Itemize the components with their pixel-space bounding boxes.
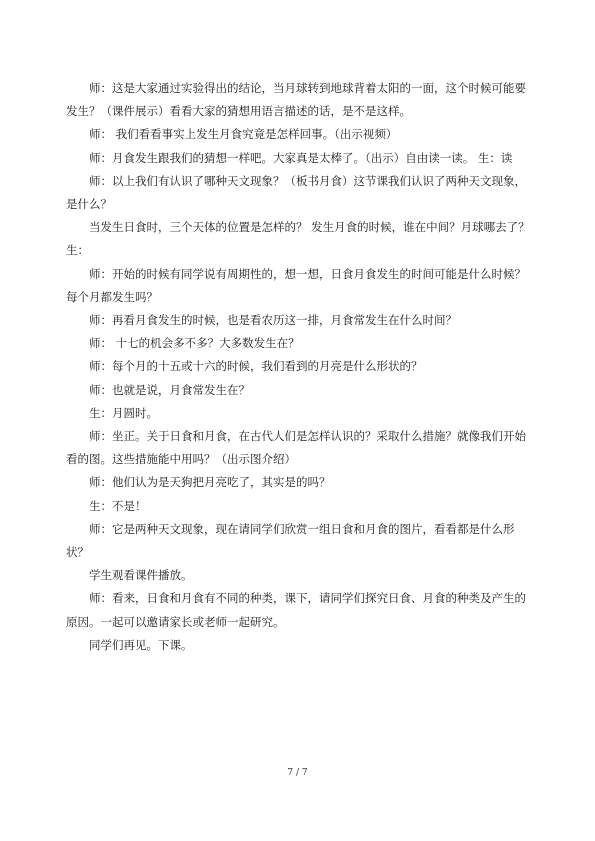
paragraph: 同学们再见。下课。	[89, 637, 193, 652]
paragraph: 师：再看月食发生的时候，也是看农历这一排，月食常发生在什么时间？	[89, 313, 457, 328]
paragraph: 师： 我们看看事实上发生月食究竟是怎样回事。（出示视频）	[89, 127, 398, 142]
document-body	[66, 77, 536, 657]
paragraph: 师：坐正。关于日食和月食，在古代人们是怎样认识的？采取什么措施？就像我们开始看的图。这些措施能中用吗？（出示图介绍）	[66, 429, 526, 467]
paragraph: 师：也就是说，月食常发生在？	[89, 382, 250, 397]
paragraph: 师：看来，日食和月食有不同的种类，课下，请同学们探究日食、月食的种类及产生的原因。一起可以邀请家长或老师一起研究。	[66, 591, 526, 629]
page-number: 7 / 7	[287, 768, 308, 778]
paragraph: 师：月食发生跟我们的猜想一样吧。大家真是太棒了。（出示）自由读一读。 生：读	[89, 150, 513, 165]
paragraph: 师：它是两种天文现象，现在请同学们欣赏一组日食和月食的图片，看看都是什么形状？	[66, 521, 515, 560]
paragraph: 师：每个月的十五或十六的时候，我们看到的月亮是什么形状的？	[89, 359, 423, 374]
paragraph: 师： 十七的机会多不多？大多数发生在？	[89, 336, 300, 351]
paragraph: 师：开始的时候有同学说有周期性的，想一想，日食月食发生的时间可能是什么时候？每个月都发生吗？	[66, 266, 526, 304]
paragraph: 师：这是大家通过实验得出的结论，当月球转到地球背着太阳的一面，这个时候可能要发生？（课件展示）看看大家的猜想用语言描述的话，是不是这样。	[66, 81, 526, 119]
paragraph: 生：月圆时。	[89, 405, 158, 420]
paragraph: 当发生日食时，三个天体的位置是怎样的？ 发生月食的时候，谁在中间？月球哪去了？ 生：	[66, 220, 530, 258]
paragraph: 师：以上我们有认识了哪种天文现象？（板书月食）这节课我们认识了两种天文现象，是什么？	[66, 173, 526, 212]
paragraph: 学生观看课件播放。	[89, 568, 193, 583]
paragraph: 师：他们认为是天狗把月亮吃了，其实是的吗？	[89, 475, 331, 490]
paragraph: 生：不是！	[89, 498, 147, 513]
